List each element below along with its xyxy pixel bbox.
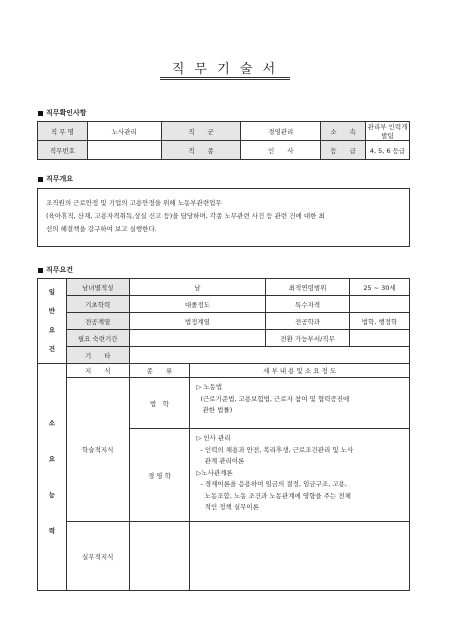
section-heading-info [38,108,87,118]
law-detail [190,378,410,429]
info-label-job-type: 직 종 [161,141,241,160]
header-type: 종 류 [129,364,190,378]
requirements-table [37,278,410,591]
detail-line: 적인 정책 실무이론 [196,503,259,511]
title-underline [160,77,290,78]
side-char: 력 [48,527,56,535]
info-value-department: 관리부 인력개발팀 [366,122,410,141]
info-value-job-number [87,141,161,160]
education-value: 대졸정도 [129,296,266,313]
info-label-department: 소 속 [321,122,366,141]
side-char: 능 [48,491,56,499]
transfer-label: 전환 가능부서/직무 [266,330,350,347]
side-char: 건 [48,345,56,353]
info-value-job-type: 인 사 [241,141,321,160]
skill-period-label: 필요 숙련기간 [66,330,129,347]
side-char: 일 [48,288,56,296]
side-char: 요 [48,455,56,463]
info-table [37,121,410,160]
detail-line: - 경제이론을 응용하여 임금의 결정, 임금구조, 고용, [196,480,347,488]
section-label: 직무확인사항 [46,109,87,117]
summary-line: 조직원의 근로안정 및 기업의 고용안정을 위해 노동부관련업무 [46,199,222,207]
major-dept-value: 법학, 행정학 [350,313,410,330]
section-heading-summary [38,174,73,184]
side-char: 반 [48,307,56,315]
side-char: 요 [48,326,56,334]
practical-type [129,522,190,591]
age-label: 최적연령범위 [266,279,350,296]
age-value: 25 ~ 30세 [350,279,410,296]
skill-period-value [129,330,266,347]
section-heading-requirements [38,265,73,275]
summary-line: 선의 해결책을 강구하여 보고 실행한다. [46,225,157,233]
qualification-value [350,296,410,313]
info-value-job-group: 경영관리 [241,122,321,141]
summary-line: (육아휴직, 산재, 고용자격취득,상실 신고 등)을 담당하며, 각종 노무관련 사건 등 관련 건에 대한 최 [46,212,325,220]
square-bullet-icon [38,177,43,182]
practical-knowledge-label: 실무적지식 [66,522,129,591]
info-label-grade: 등 급 [321,141,366,160]
transfer-value [350,330,410,347]
gender-label: 남녀별적성 [66,279,129,296]
detail-line: ▷노사관계론 [196,468,233,477]
info-label-job-group: 직 군 [161,122,241,141]
square-bullet-icon [38,111,43,116]
detail-line: 관한 법률) [196,406,233,414]
practical-detail [190,522,410,591]
major-dept-label: 전공학과 [266,313,350,330]
detail-line: - 인력의 채용과 안전, 복리후생, 근로조건관리 및 노사 [196,445,354,454]
side-char: 소 [48,419,56,427]
etc-value [129,347,409,364]
academic-knowledge-label: 학술적지식 [66,378,129,522]
title-underline-double [160,79,290,80]
detail-line: ▷ 노동법 [196,383,223,391]
qualification-label: 특수자격 [266,296,350,313]
gender-value: 남 [129,279,266,296]
education-label: 기초학력 [66,296,129,313]
info-label-job-number: 직무번호 [38,141,88,160]
info-value-grade: 4, 5, 6 등급 [366,141,410,160]
etc-label: 기 타 [66,347,129,364]
info-value-job-name: 노사관리 [87,122,161,141]
document-title: 직 무 기 술 서 [171,62,279,77]
law-type: 법 학 [129,378,190,429]
square-bullet-icon [38,268,43,273]
header-knowledge: 지 식 [66,364,129,378]
info-label-job-name: 직 무 명 [38,122,88,141]
mgmt-detail [190,429,410,522]
section-label: 직무요건 [46,266,74,274]
detail-line: 노동조합, 노동 조건과 노동관계에 영향을 주는 전체 [196,491,351,500]
detail-line: ▷ 인사 관리 [196,434,231,442]
major-field-value: 법정계열 [129,313,266,330]
section-label: 직무개요 [46,175,74,183]
summary-box [37,188,410,247]
header-detail: 세 부 내 용 및 소 요 정 도 [190,364,410,378]
detail-line: (근로기준법, 고용보험법, 근로자 참여 및 협력증진에 [196,394,350,403]
ability-side-label [38,364,67,591]
detail-line: 관계 관리이론 [196,457,245,465]
mgmt-type: 경 영 학 [129,429,190,522]
general-side-label [38,279,67,364]
major-field-label: 전공계열 [66,313,129,330]
